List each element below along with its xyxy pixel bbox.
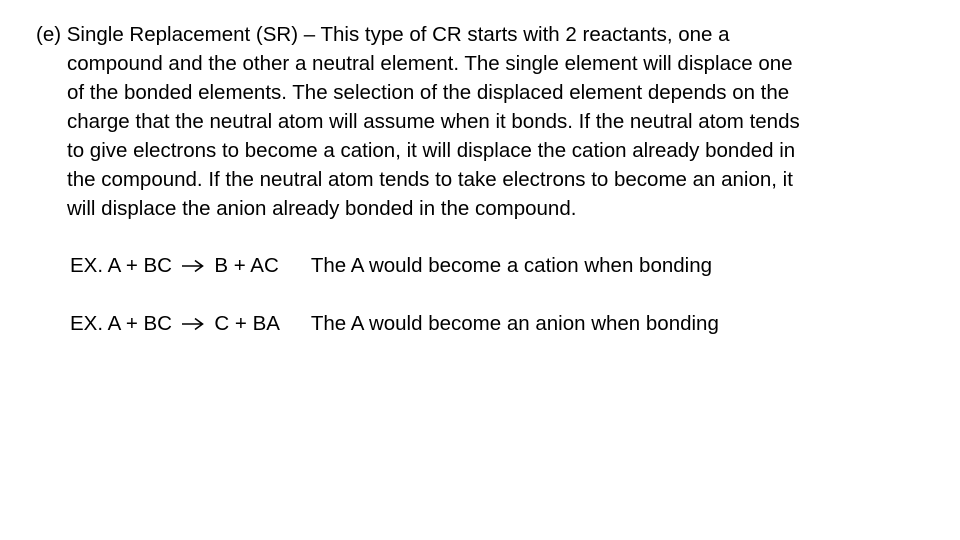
example-products: B + AC (214, 254, 279, 277)
example-reactants: EX. A + BC (70, 312, 172, 335)
paragraph-line-5: to give electrons to become a cation, it will displace the cation already bonded in (67, 139, 796, 162)
paragraph-line-1: (e) Single Replacement (SR) – This type of CR starts with 2 reactants, one a (36, 23, 730, 46)
paragraph-line-7: will displace the anion already bonded in the compound. (67, 197, 577, 220)
example-anion (70, 309, 719, 338)
example-products: C + BA (214, 312, 279, 335)
paragraph-line-3: of the bonded elements. The selection of the displaced element depends on the (67, 81, 790, 104)
right-arrow-icon (180, 259, 206, 273)
paragraph-line-2: compound and the other a neutral element. The single element will displace one (67, 52, 793, 75)
paragraph-line-4: charge that the neutral atom will assume when it bonds. If the neutral atom tends (67, 110, 800, 133)
example-cation (70, 251, 712, 280)
single-replacement-paragraph (36, 20, 936, 223)
example-note: The A would become a cation when bonding (310, 254, 712, 277)
example-reactants: EX. A + BC (70, 254, 172, 277)
paragraph-line-6: the compound. If the neutral atom tends to take electrons to become an anion, it (67, 168, 793, 191)
example-note: The A would become an anion when bonding (310, 312, 719, 335)
right-arrow-icon (180, 317, 206, 331)
